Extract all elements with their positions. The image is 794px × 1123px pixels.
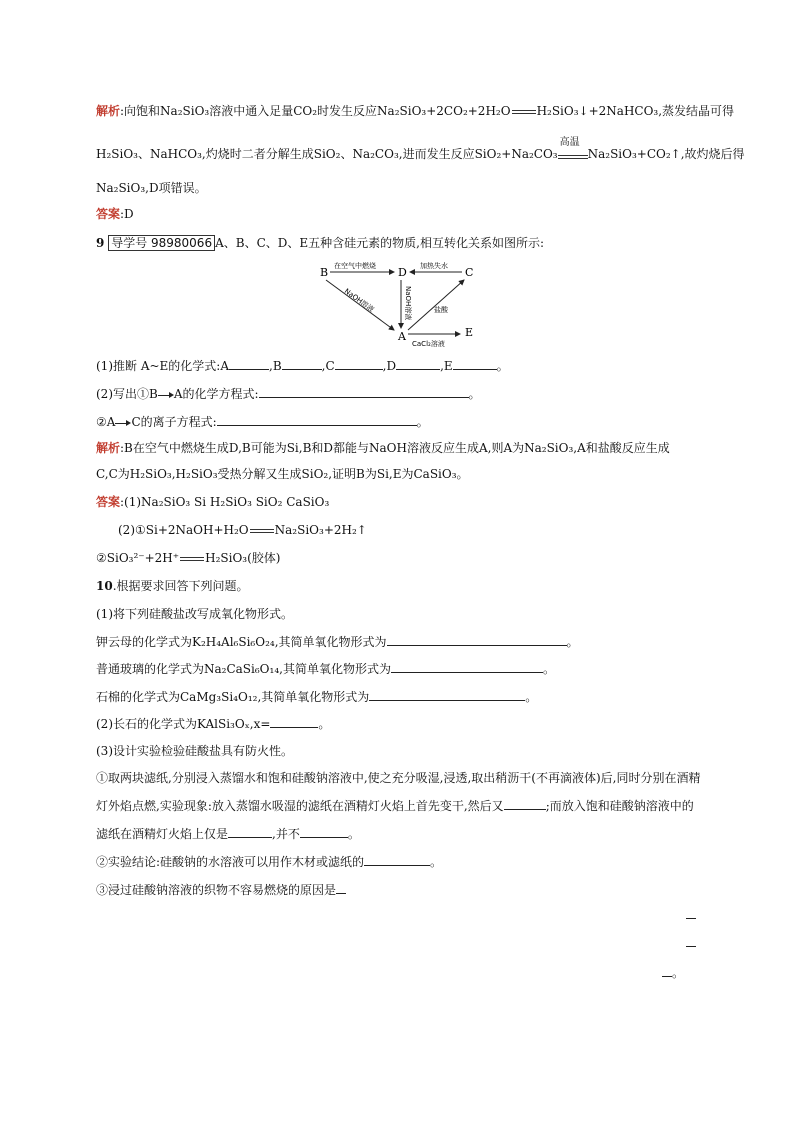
equals-sign-icon (512, 110, 536, 114)
analysis-label: 解析 (96, 104, 121, 118)
question-10-p8: 灯外焰点燃,实验现象:放入蒸馏水吸湿的滤纸在酒精灯火焰上首先变干,然后又 ;而放入饱和硅酸钠溶液中的 (96, 799, 694, 813)
answer-1: 答案:D (96, 207, 134, 221)
node-e: E (465, 326, 474, 339)
answer-blank-phenomenon-2[interactable] (228, 827, 272, 838)
question-10-p3: 普通玻璃的化学式为Na₂CaSi₆O₁₄,其简单氧化物形式为 。 (96, 662, 555, 676)
answer-blank-conclusion[interactable] (364, 855, 430, 866)
answer-2-line-2: (2)①Si+2NaOH+H₂O Na₂SiO₃+2H₂↑ (118, 523, 367, 537)
question-9-part-2: (2)写出①B A的化学方程式: 。 (96, 387, 481, 401)
answer-label: 答案 (96, 207, 121, 221)
edge-label-c-d: 加热失水 (420, 262, 448, 270)
study-id-box[interactable]: 导学号 98980066 (108, 235, 215, 251)
analysis-1-line-1: 解析:向饱和Na₂SiO₃溶液中通入足量CO₂时发生反应Na₂SiO₃+2CO₂+2H₂O H₂SiO₃↓+2NaHCO₃,蒸发结晶可得 (96, 104, 735, 118)
analysis-1-line-2: H₂SiO₃、NaHCO₃,灼烧时二者分解生成SiO₂、Na₂CO₃,进而发生反应SiO₂+Na₂CO₃ 高温 Na₂SiO₃+CO₂↑,故灼烧后得 (96, 136, 745, 161)
answer-blank-c[interactable] (335, 359, 383, 370)
edge-label-d-a: NaOH溶液 (404, 286, 412, 321)
answer-label: 答案 (96, 495, 121, 509)
arrow-icon (115, 420, 131, 426)
question-10-p6: (3)设计实验检验硅酸盐具有防火性。 (96, 744, 293, 758)
answer-blank-d[interactable] (396, 359, 440, 370)
analysis-2-line-1: 解析:B在空气中燃烧生成D,B可能为Si,B和D都能与NaOH溶液反应生成A,则A为Na₂SiO₃,A和盐酸反应生成 (96, 441, 670, 455)
question-number: 10 (96, 579, 113, 593)
edge-label-b-d: 在空气中燃烧 (334, 262, 376, 270)
answer-blank-reason[interactable] (336, 883, 346, 894)
question-9-part-1: (1)推断 A~E的化学式:A ,B ,C ,D ,E 。 (96, 359, 509, 373)
answer-blank-a[interactable] (229, 359, 269, 370)
node-d: D (398, 266, 407, 279)
edge-label-a-c: 盐酸 (434, 306, 448, 314)
question-10-p7: ①取两块滤纸,分别浸入蒸馏水和饱和硅酸钠溶液中,使之充分吸湿,浸透,取出稍沥干(不再滴液体)后,同时分别在酒精 (96, 771, 701, 785)
answer-blank-glass[interactable] (391, 662, 543, 673)
analysis-1-line-3: Na₂SiO₃,D项错误。 (96, 181, 207, 195)
equals-sign-icon (250, 529, 274, 533)
node-b: B (320, 266, 329, 279)
answer-blank-asbestos[interactable] (369, 690, 525, 701)
answer-blank-continuation-3[interactable]: 。 (662, 964, 684, 981)
answer-blank-b[interactable] (282, 359, 322, 370)
answer-blank-e[interactable] (453, 359, 497, 370)
answer-blank-phenomenon-1[interactable] (504, 799, 546, 810)
question-10-p2: 钾云母的化学式为K₂H₄Al₆Si₆O₂₄,其简单氧化物形式为 。 (96, 635, 579, 649)
question-10-stem: 10.根据要求回答下列问题。 (96, 579, 249, 593)
question-number: 9 (96, 236, 105, 250)
answer-blank-equation[interactable] (259, 387, 469, 398)
question-9-part-2b: ②A C的离子方程式: 。 (96, 415, 429, 429)
analysis-label: 解析 (96, 441, 121, 455)
answer-2-line-1: 答案:(1)Na₂SiO₃ Si H₂SiO₃ SiO₂ CaSiO₃ (96, 495, 330, 509)
question-9-stem: 9 导学号 98980066 A、B、C、D、E五种含硅元素的物质,相互转化关系如图所示: (96, 236, 545, 250)
analysis-2-line-2: C,C为H₂SiO₃,H₂SiO₃受热分解又生成SiO₂,证明B为Si,E为CaSiO₃。 (96, 467, 469, 481)
answer-2-line-3: ②SiO₃²⁻+2H⁺ H₂SiO₃(胶体) (96, 551, 281, 565)
answer-blank-phenomenon-3[interactable] (300, 827, 348, 838)
node-c: C (465, 266, 474, 279)
equals-sign-icon (180, 557, 204, 561)
arrow-a-to-c (408, 280, 464, 330)
edge-label-b-a: NaOH溶液 (342, 287, 376, 314)
question-10-p4: 石棉的化学式为CaMg₃Si₄O₁₂,其简单氧化物形式为 。 (96, 690, 538, 704)
answer-blank-mica[interactable] (387, 635, 567, 646)
answer-blank-continuation-1[interactable] (686, 908, 696, 922)
question-10-p9: 滤纸在酒精灯火焰上仅是 ,并不 。 (96, 827, 360, 841)
answer-blank-ionic-equation[interactable] (217, 415, 417, 426)
conversion-diagram (310, 258, 490, 348)
edge-label-a-e: CaCl₂溶液 (412, 340, 445, 348)
question-10-p5: (2)长石的化学式为KAlSi₃Oₓ,x= 。 (96, 717, 331, 731)
question-10-p10: ②实验结论:硅酸钠的水溶液可以用作木材或滤纸的 。 (96, 855, 443, 869)
node-a: A (398, 330, 406, 343)
answer-blank-continuation-2[interactable] (686, 936, 696, 950)
answer-blank-x[interactable] (270, 717, 318, 728)
question-10-p1: (1)将下列硅酸盐改写成氧化物形式。 (96, 607, 293, 621)
arrow-icon (158, 392, 174, 398)
high-temperature-condition: 高温 (558, 149, 588, 161)
question-10-p11: ③浸过硅酸钠溶液的织物不容易燃烧的原因是 (96, 882, 346, 898)
